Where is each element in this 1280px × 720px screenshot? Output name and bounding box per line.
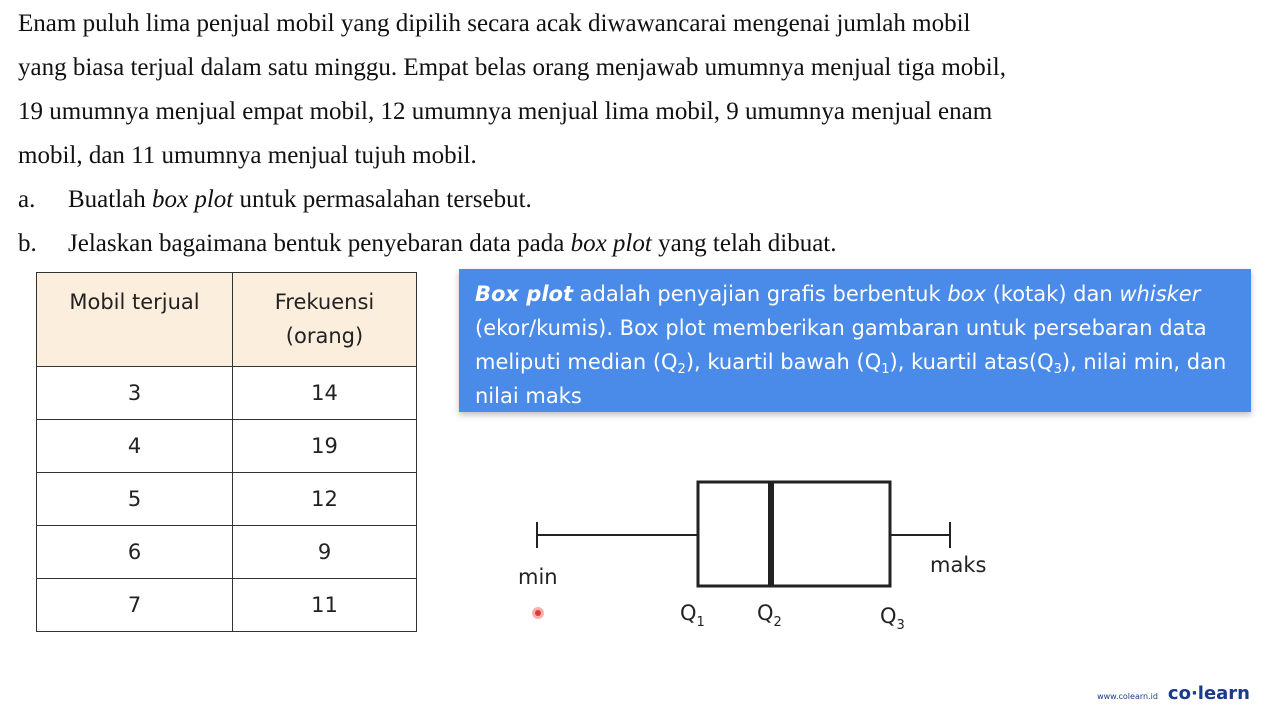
question-a-term: box plot — [152, 186, 234, 213]
iqr-box — [698, 482, 890, 586]
cell-frekuensi: 19 — [233, 420, 417, 473]
cell-frekuensi: 9 — [233, 526, 417, 579]
min-label: min — [518, 565, 558, 589]
info-box-word: box — [947, 282, 986, 306]
cell-mobil: 7 — [37, 579, 233, 632]
info-text-1: adalah penyajian grafis berbentuk — [573, 282, 948, 306]
cell-mobil: 5 — [37, 473, 233, 526]
info-sub-q1: 1 — [881, 362, 890, 377]
question-a-label: a. — [18, 186, 36, 213]
info-text-6: ), nilai min, dan nilai maks — [475, 350, 1227, 408]
cell-mobil: 6 — [37, 526, 233, 579]
question-a-text-end: untuk permasalahan tersebut. — [233, 186, 532, 213]
question-b-text-end: yang telah dibuat. — [651, 230, 837, 257]
question-b-term: box plot — [570, 230, 652, 257]
q3-label: $Q_3$ — [880, 604, 905, 633]
intro-line-3: 19 umumnya menjual empat mobil, 12 umumnya menjual lima mobil, 9 umumnya menjual enam — [18, 98, 993, 125]
question-a-text: Buatlah — [68, 186, 153, 213]
q1-label: $Q_1$ — [680, 601, 705, 630]
max-label: maks — [930, 553, 987, 577]
colearn-logo: co·learn — [1167, 683, 1250, 704]
intro-line-2: yang biasa terjual dalam satu minggu. Empat belas orang menjawab umumnya menjual tiga mobil, — [18, 54, 1006, 81]
info-term: Box plot — [475, 282, 573, 306]
cell-frekuensi: 12 — [233, 473, 417, 526]
intro-line-4: mobil, dan 11 umumnya menjual tujuh mobil. — [18, 142, 477, 169]
info-text-2: (kotak) dan — [985, 282, 1120, 306]
header-mobil-terjual: Mobil terjual — [37, 273, 233, 367]
info-sub-q3: 3 — [1053, 362, 1062, 377]
cell-frekuensi: 11 — [233, 579, 417, 632]
question-b-text: Jelaskan bagaimana bentuk penyebaran data pada — [68, 230, 571, 257]
q2-label: $Q_2$ — [757, 601, 782, 630]
header-frekuensi: Frekuensi (orang) — [233, 273, 417, 367]
intro-line-1: Enam puluh lima penjual mobil yang dipilih secara acak diwawancarai mengenai jumlah mobil — [18, 10, 971, 37]
info-whisker-word: whisker — [1119, 282, 1201, 306]
pointer-marker — [535, 610, 541, 616]
footer-branding — [1097, 683, 1250, 704]
cell-mobil: 4 — [37, 420, 233, 473]
info-sub-q2: 2 — [677, 362, 686, 377]
info-text-5: ), kuartil atas(Q — [889, 350, 1054, 374]
cell-mobil: 3 — [37, 367, 233, 420]
footer-url: www.colearn.id — [1097, 692, 1158, 701]
question-b-label: b. — [18, 230, 37, 257]
info-text-4: ), kuartil bawah (Q — [685, 350, 882, 374]
info-text-3: (ekor/kumis). Box plot memberikan gambaran untuk persebaran data meliputi median (Q — [475, 316, 1207, 374]
cell-frekuensi: 14 — [233, 367, 417, 420]
